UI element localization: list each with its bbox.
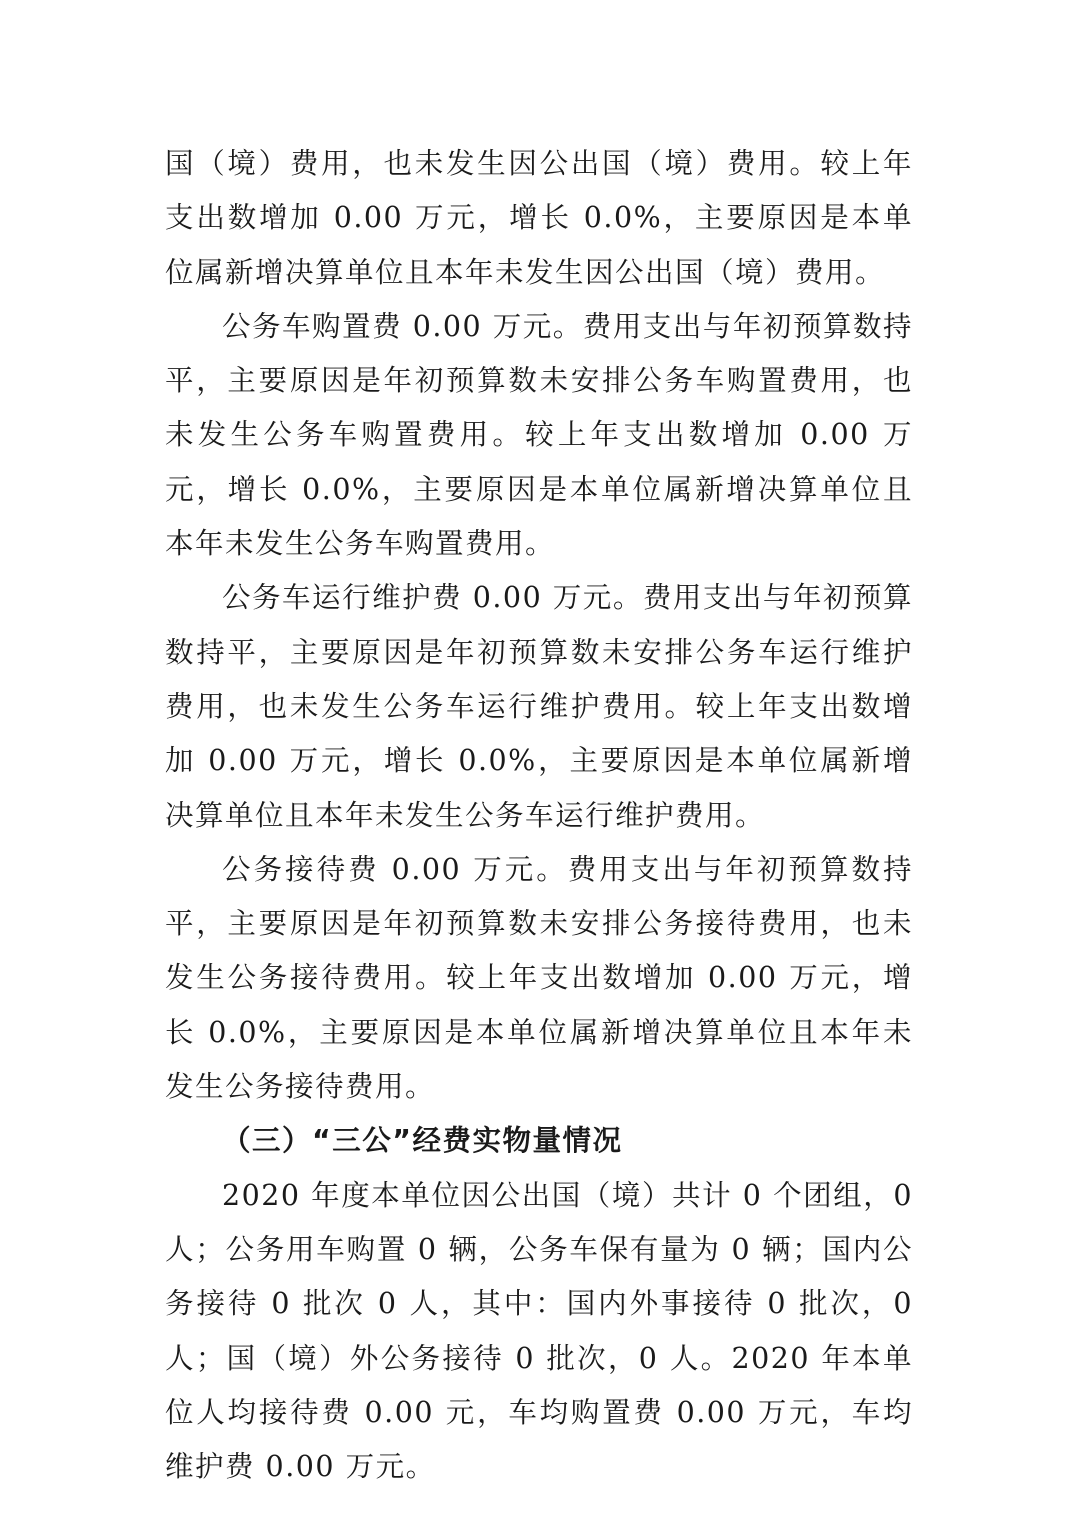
section-heading: （三）“三公”经费实物量情况 bbox=[222, 1124, 623, 1158]
paragraph-vehicle-maintenance: 公务车运行维护费 0.00 万元。费用支出与年初预算数持平，主要原因是年初预算数未安排公务车运行维护费用，也未发生公务车运行维护费用。较上年支出数增加 0.00 万元，增长 0.0%，主要原因是本单位属新增决算单位且本年未发生公务车运行维护费用。 bbox=[165, 581, 913, 832]
paragraph-physical-quantities: 2020 年度本单位因公出国（境）共计 0 个团组，0 人；公务用车购置 0 辆，公务车保有量为 0 辆；国内公务接待 0 批次 0 人，其中：国内外事接待 0 批次，0 人；国（境）外公务接待 0 批次，0 人。2020 年本单位人均接待费 0.00 元，车均购置费 0.00 万元，车均维护费 0.00 万元。 bbox=[165, 1178, 913, 1484]
paragraph-overseas-travel-cont: 国（境）费用，也未发生因公出国（境）费用。较上年支出数增加 0.00 万元，增长 0.0%，主要原因是本单位属新增决算单位且本年未发生因公出国（境）费用。 bbox=[165, 147, 913, 289]
paragraph-reception: 公务接待费 0.00 万元。费用支出与年初预算数持平，主要原因是年初预算数未安排公务接待费用，也未发生公务接待费用。较上年支出数增加 0.00 万元，增长 0.0%，主要原因是本单位属新增决算单位且本年未发生公务接待费用。 bbox=[165, 852, 913, 1104]
paragraph-vehicle-purchase: 公务车购置费 0.00 万元。费用支出与年初预算数持平，主要原因是年初预算数未安排公务车购置费用，也未发生公务车购置费用。较上年支出数增加 0.00 万元，增长 0.0%，主要原因是本单位属新增决算单位且本年未发生公务车购置费用。 bbox=[165, 309, 913, 561]
document-page bbox=[165, 137, 913, 1494]
